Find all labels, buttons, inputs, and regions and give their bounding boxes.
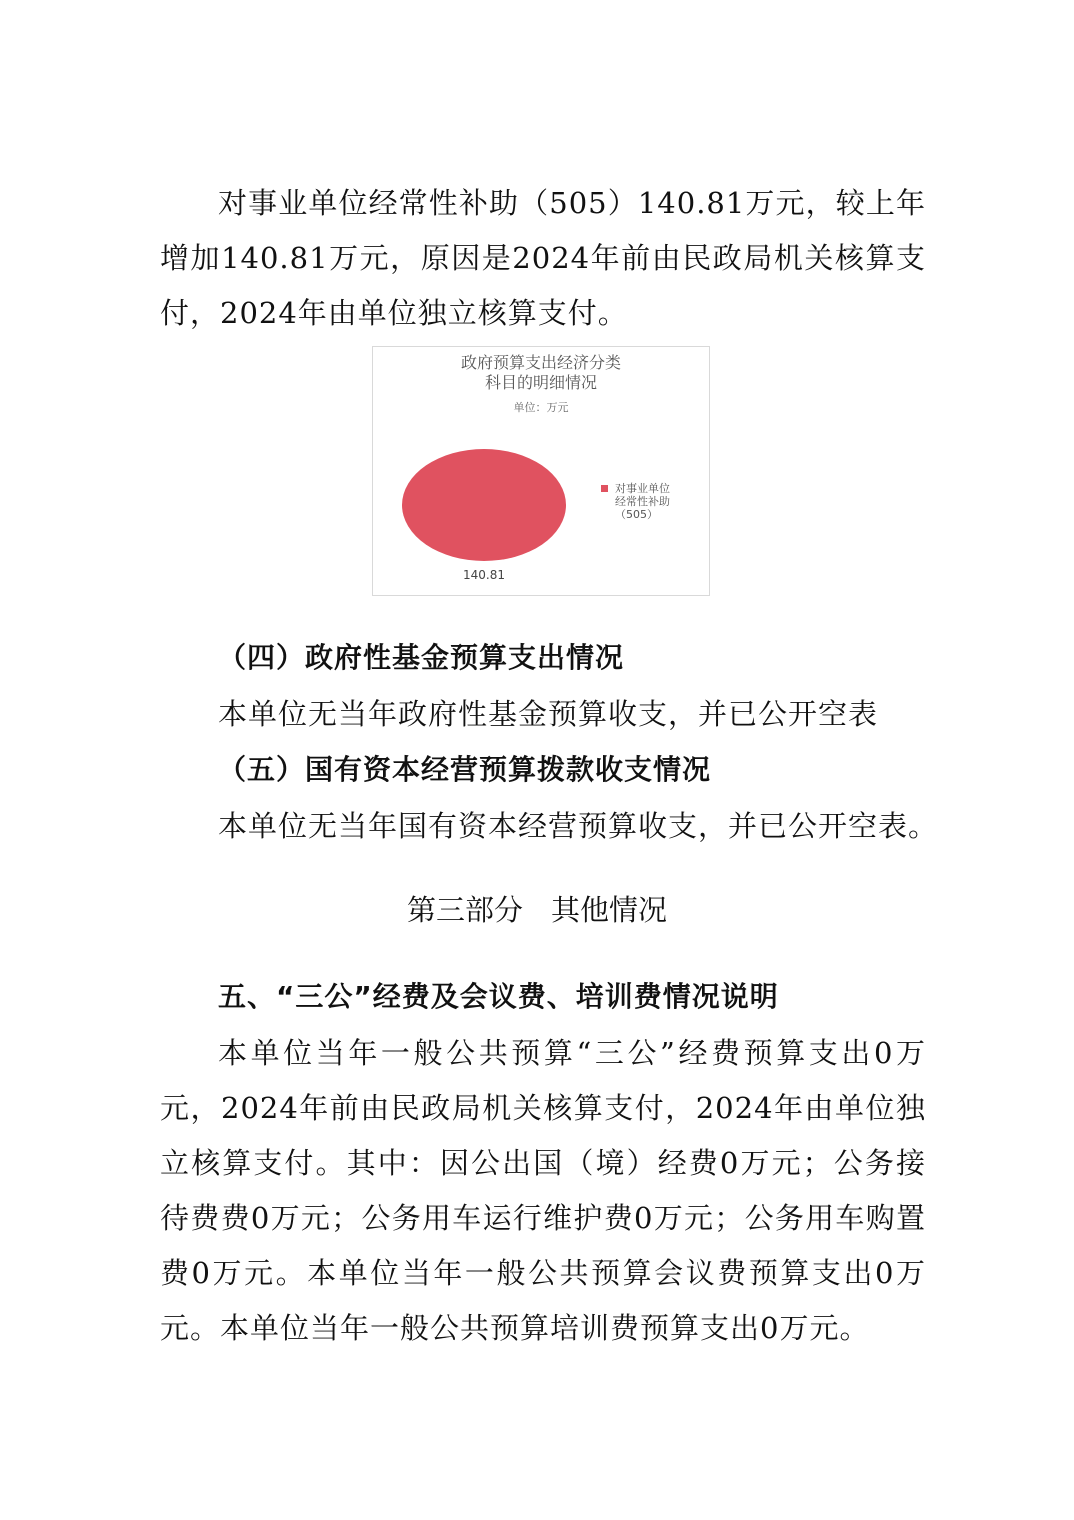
sanggong-heading: 五、“三公”经费及会议费、培训费情况说明 [218,980,779,1013]
part-title-name: 其他情况 [551,893,668,927]
pie-chart [372,346,710,596]
legend-swatch [601,485,608,492]
section-four-heading: （四）政府性基金预算支出情况 [218,641,625,674]
pie-slice [402,449,566,561]
chart-title-line2: 科目的明细情况 [484,373,597,392]
legend-label-line3: （505） [615,508,658,521]
paragraph-subsidy: 对事业单位经常性补助（505）140.81万元，较上年增加140.81万元，原因是2024年前由民政局机关核算支付，2024年由单位独立核算支付。 [160,186,926,330]
legend-label-line2: 经常性补助 [615,495,670,508]
section-five-text: 本单位无当年国有资本经营预算收支，并已公开空表。 [218,809,939,843]
pie-data-label: 140.81 [463,568,505,582]
paragraph-sanggong: 本单位当年一般公共预算“三公”经费预算支出0万元，2024年前由民政局机关核算支付，2024年由单位独立核算支付。其中：因公出国（境）经费0万元；公务接待费费0万元；公务用车运行维护费0万元；公务用车购置费0万元。本单位当年一般公共预算会议费预算支出0万元。本单位当年一般公共预算培训费预算支出0万元。 [160,1036,926,1345]
part-three-title [0,888,1074,929]
chart-unit: 单位：万元 [513,401,569,414]
legend-label-line1: 对事业单位 [615,482,670,495]
chart-title-line1: 政府预算支出经济分类 [460,353,621,372]
section-four-text: 本单位无当年政府性基金预算收支，并已公开空表 [218,697,879,731]
section-five-heading: （五）国有资本经营预算拨款收支情况 [218,753,712,786]
part-title-number: 第三部分 [406,893,523,927]
pie-svg [373,347,709,595]
chart-legend [601,482,705,521]
